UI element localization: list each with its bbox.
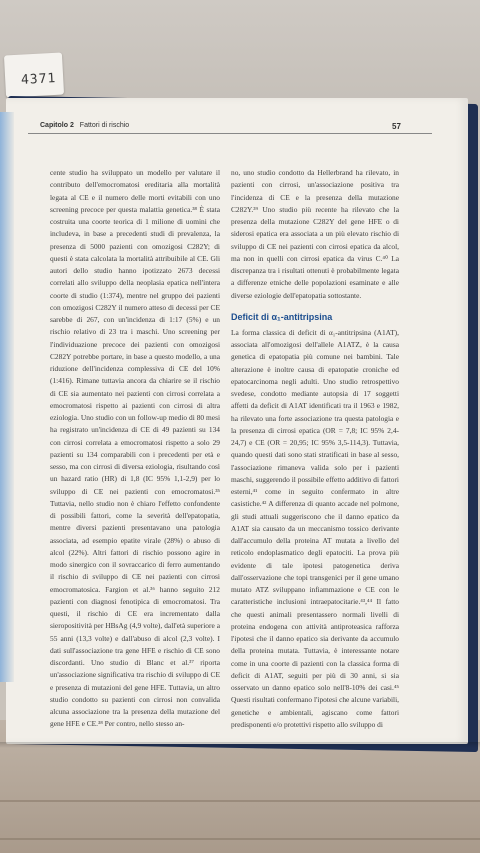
right-text-column	[231, 167, 399, 731]
paragraph: no, uno studio condotto da Hellerbrand ha rilevato, in pazienti con cirrosi, un'associazione positiva tra l'incidenza di CE e la presenza della mutazione C282Y.³⁹ Uno studio più recente ha rilevato che la presenza della mutazione C282Y del gene HFE o di siderosi epatica era associata a un più elevato rischio di sviluppo di CE nei pazienti con cirrosi epatica da alcol, ma non in quelli con cirrosi epatica da virus C.⁴⁰ La discrepanza tra i risultati ottenuti è probabilmente legata a differenze etniche delle popolazioni esaminate e alle diverse eziologie dell'epatopatia sottostante.	[231, 168, 399, 300]
left-text-column	[50, 167, 220, 731]
chapter-label: Capitolo 2	[40, 122, 74, 129]
header-rule	[28, 133, 432, 134]
chapter-title: Fattori di rischio	[79, 122, 130, 129]
paragraph: La forma classica di deficit di α₁-antitripsina (A1AT), associata all'omozigosi dell'allele A1ATZ, è la causa genetica di epatopatia più comune nei bambini. Tale alterazione è inoltre causa di epatopatie croniche ed epatocarcinoma negli adulti. Uno studio retrospettivo svedese, condotto mediante autopsia di 17 soggetti affetti da deficit di A1AT identificati tra il 1963 e 1982, ha rilevato una forte associazione tra questa patologia e la presenza di cirrosi epatica (OR = 7,8; IC 95% 2,4-24,7) e CE (OR = 20,95; IC 95% 3,5-114,3). Tuttavia, quando questi dati sono stati stratificati in base al sesso, l'associazione rimaneva valida solo per i pazienti maschi, suggerendo il possibile effetto additivo di fattori esterni,⁴¹ come in seguito confermato in altre casistiche.⁴² A differenza di quanto accade nel polmone, gli studi attuali suggeriscono che il danno epatico da A1AT sia causato da un meccanismo tossico derivante dall'accumulo della proteina AT mutata a livello del reticolo endoplasmatico degli epatociti. La prova più evidente di tale ipotesi patogenetica deriva dall'osservazione che topi transgenici per il gene umano mutato ATZ sviluppano infiammazione e CE con le caratteristiche inclusioni intraepatocitarie.⁴³,⁴⁴ Il fatto che questi animali presentassero normali livelli di proteina endogena con attività antiproteasica rafforza l'ipotesi che il danno epatico sia derivante da accumulo della proteina mutata. Tuttavia, è interessante notare come in una coorte di pazienti con la classica forma di deficit di A1AT, seguiti per più di 30 anni, si sia osservato un danno epatico solo nell'8-10% dei casi.⁴⁵ Questi risultati confermano l'ipotesi che alcune variabili, genetiche e ambientali, agiscano come fattori predisponenti e/o protettivi rispetto allo sviluppo di	[231, 327, 399, 729]
page-number: 57	[392, 122, 401, 131]
section-heading: Deficit di α₁-antitripsina	[231, 311, 333, 322]
floor-plank-line	[0, 800, 480, 802]
book-shadow	[0, 742, 480, 748]
running-header	[40, 122, 129, 129]
paragraph: cente studio ha sviluppato un modello per valutare il contributo dell'emocromatosi ereditaria alla mortalità legata al CE e il numero delle morti evitabili con uno screening precoce per questa malattia genetica.³⁸ È stata costruita una coorte teorica di 1 milione di uomini che includeva, in base a precedenti studi di prevalenza, la presenza di 5000 pazienti con omozigosi C282Y; di questi è stata calcolata la mortalità attribuibile al CE. Gli autori dello studio hanno ipotizzato 2673 decessi correlati allo sviluppo della neoplasia epatica nell'intera coorte di studio (1:374), mentre nel gruppo dei pazienti con omozigosi C282Y il numero atteso di decessi per CE sarebbe di 267, con un'incidenza di 1:17 (5%) e un rischio relativo di 23 tra i maschi. Uno screening per l'individuazione precoce dei pazienti con omozigosi C282Y potrebbe portare, in base a questo modello, a una riduzione dell'incidenza complessiva di CE del 10% (1:416). Rimane tuttavia ancora da chiarire se il rischio di CE sia aumentato nei pazienti con cirrosi correlata a emocromatosi rispetto ai pazienti con cirrosi di altra eziologia. Uno studio con un follow-up medio di 80 mesi ha registrato un'incidenza di CE di 49 pazienti su 134 con cirrosi correlata a emocromatosi rispetto a solo 29 pazienti su 134 comparabili con i precedenti per età e sesso, ma con cirrosi di diversa eziologia, risultando così un hazard ratio (HR) di 1,8 (IC 95% 1,1-2,9) per lo sviluppo di CE nei pazienti con emocromatosi.³⁵ Tuttavia, nello studio non è chiaro l'effetto confondente di possibili fattori, come la severità dell'epatopatia, mentre diversi pazienti presentavano una patologia associata, ad esempio epatite virale (28%) o abuso di alcol (22%). Altri fattori di rischio possono agire in modo sinergico con il sovraccarico di ferro aumentando il rischio di sviluppo di CE nei pazienti con cirrosi emocromatosica. Fargion et al.³⁶ hanno seguito 212 pazienti con diagnosi fenotipica di emocromatosi. Tra questi, il rischio di CE era incrementato dalla sieropositività per HBsAg (4,9 volte), dall'età superiore a 55 anni (13,3 volte) e dall'abuso di alcol (2,3 volte). I dati sull'associazione tra gene HFE e rischio di CE sono discordanti. Uno studio di Blanc et al.³⁷ riporta un'associazione significativa tra rischio di sviluppo di CE e presenza di mutazioni del gene HFE. Tuttavia, un altro studio condotto su pazienti con cirrosi non convalida alcuna associazione tra la presenza della mutazione del gene HFE e CE.³⁸ Per contro, nello stesso an-	[50, 168, 220, 729]
inventory-sticker-number: 4371	[20, 71, 57, 88]
floor-plank-line	[0, 838, 480, 840]
facing-page-edge	[0, 112, 14, 682]
